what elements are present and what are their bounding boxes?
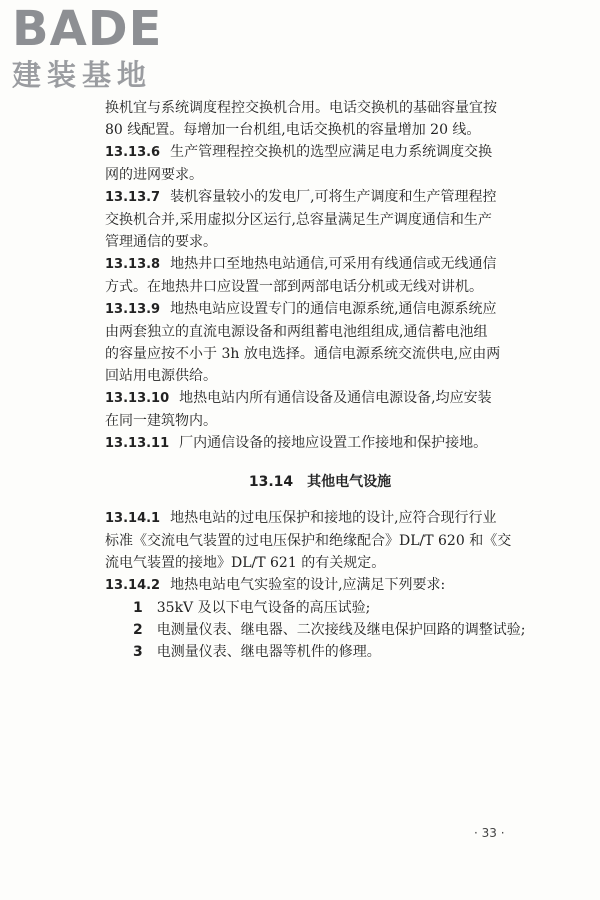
clause-number: 13.13.7: [105, 190, 161, 205]
clause-13-13-8: [105, 253, 535, 298]
requirements-list: [105, 597, 535, 663]
clause-13-13-10: [105, 387, 535, 432]
text-line: 网的进网要求。: [105, 167, 203, 183]
clause-number: 13.14.1: [105, 511, 161, 526]
logo-subtitle: 建装基地: [12, 58, 153, 92]
text-line: 地热电站应设置专门的通信电源系统,通信电源系统应: [170, 301, 497, 317]
text-line: 地热电站的过电压保护和接地的设计,应符合现行行业: [170, 510, 497, 526]
page-body: [105, 97, 535, 663]
clause-number: 13.14.2: [105, 578, 161, 593]
text-line: 装机容量较小的发电厂,可将生产调度和生产管理程控: [170, 189, 497, 205]
clause-number: 13.13.10: [105, 391, 170, 406]
text-line: 地热电站内所有通信设备及通信电源设备,均应安装: [179, 390, 492, 406]
list-text: 电测量仪表、继电器、二次接线及继电保护回路的调整试验;: [156, 622, 526, 638]
clause-13-13-7: [105, 186, 535, 253]
text-line: 地热井口至地热电站通信,可采用有线通信或无线通信: [170, 256, 497, 272]
clause-13-13-6: [105, 141, 535, 186]
list-item: [105, 619, 535, 641]
text-line: 交换机合并,采用虚拟分区运行,总容量满足生产调度通信和生产: [105, 212, 492, 228]
section-heading: [105, 471, 535, 493]
list-number: 1: [133, 600, 143, 616]
text-line: 由两套独立的直流电源设备和两组蓄电池组组成,通信蓄电池组: [105, 324, 488, 340]
clause-13-13-11: [105, 432, 535, 455]
logo: [12, 1, 182, 96]
text-line: 在同一建筑物内。: [105, 413, 217, 429]
text-line: 生产管理程控交换机的选型应满足电力系统调度交换: [170, 144, 493, 160]
intro-paragraph: [105, 97, 535, 141]
list-number: 2: [133, 622, 143, 638]
list-item: [105, 641, 535, 663]
text-line: 管理通信的要求。: [105, 234, 217, 250]
clause-number: 13.13.8: [105, 257, 161, 272]
clause-13-13-9: [105, 298, 535, 387]
clause-13-14-2: [105, 574, 535, 597]
clause-number: 13.13.11: [105, 436, 170, 451]
text-line: 厂内通信设备的接地应设置工作接地和保护接地。: [179, 435, 488, 451]
list-number: 3: [133, 644, 143, 660]
list-item: [105, 597, 535, 619]
section-title: 其他电气设施: [307, 474, 392, 490]
text-line: 标准《交流电气装置的过电压保护和绝缘配合》DL/T 620 和《交: [105, 533, 512, 549]
logo-wordmark: BADE: [12, 1, 163, 57]
text-line: 方式。在地热井口应设置一部到两部电话分机或无线对讲机。: [105, 279, 483, 295]
clause-number: 13.13.6: [105, 145, 161, 160]
section-number: 13.14: [248, 474, 294, 490]
page-number: · 33 ·: [474, 826, 505, 840]
text-line: 换机宜与系统调度程控交换机合用。电话交换机的基础容量宜按: [105, 100, 497, 116]
text-line: 的容量应按不小于 3h 放电选择。通信电源系统交流供电,应由两: [105, 346, 501, 362]
text-line: 流电气装置的接地》DL/T 621 的有关规定。: [105, 555, 386, 571]
clause-13-14-1: [105, 507, 535, 574]
list-text: 电测量仪表、继电器等机件的修理。: [156, 644, 381, 660]
text-line: 回站用电源供给。: [105, 368, 217, 384]
clause-number: 13.13.9: [105, 302, 161, 317]
list-text: 35kV 及以下电气设备的高压试验;: [156, 600, 371, 616]
text-line: 地热电站电气实验室的设计,应满足下列要求:: [170, 577, 446, 593]
text-line: 80 线配置。每增加一台机组,电话交换机的容量增加 20 线。: [105, 122, 481, 138]
